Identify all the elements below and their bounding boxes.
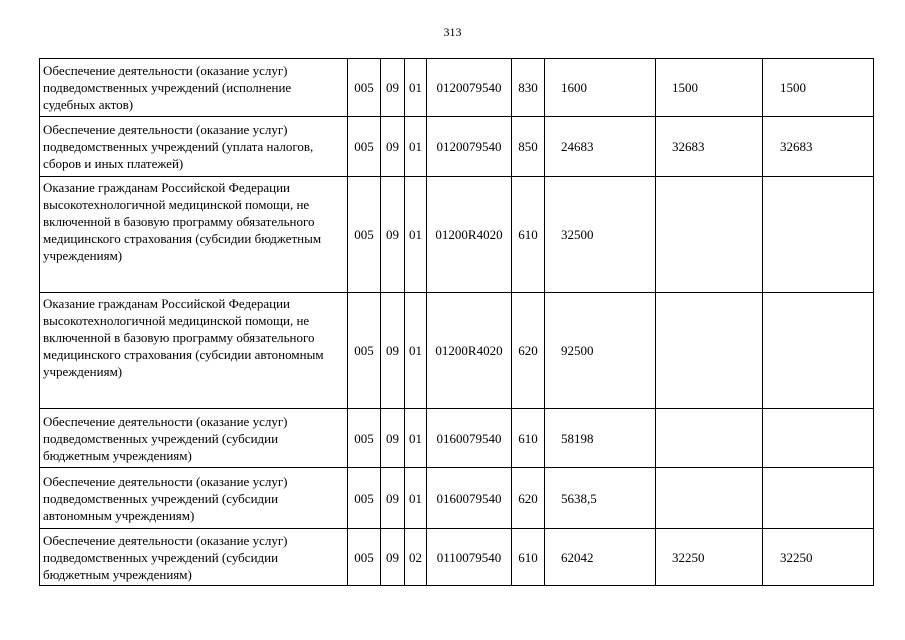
csr-cell: 0120079540 [427, 117, 512, 177]
row-name: Обеспечение деятельности (оказание услуг) подведомственных учреждений (исполнение судебных актов) [40, 59, 348, 117]
csr-cell: 01200R4020 [427, 177, 512, 293]
pr-cell: 01 [405, 117, 427, 177]
row-name: Обеспечение деятельности (оказание услуг) подведомственных учреждений (уплата налогов, сборов и иных платежей) [40, 117, 348, 177]
rz-cell: 09 [381, 117, 405, 177]
sum2-cell: 32683 [656, 117, 763, 177]
sum1-cell: 5638,5 [545, 468, 656, 529]
row-name: Оказание гражданам Российской Федерации высокотехнологичной медицинской помощи, не включенной в базовую программу обязательного медицинского страхования (субсидии бюджетным учреждениям) [40, 177, 348, 293]
row-name: Оказание гражданам Российской Федерации высокотехнологичной медицинской помощи, не включенной в базовую программу обязательного медицинского страхования (субсидии автономным учреждениям) [40, 293, 348, 409]
sum3-cell [763, 468, 874, 529]
table-row [40, 59, 874, 117]
vr-cell: 610 [512, 177, 545, 293]
sum1-cell: 58198 [545, 409, 656, 468]
sum2-cell: 1500 [656, 59, 763, 117]
table-row [40, 293, 874, 409]
sum3-cell [763, 177, 874, 293]
sum1-cell: 62042 [545, 529, 656, 586]
vr-cell: 850 [512, 117, 545, 177]
csr-cell: 0160079540 [427, 468, 512, 529]
vr-cell: 620 [512, 293, 545, 409]
ved-cell: 005 [348, 117, 381, 177]
ved-cell: 005 [348, 177, 381, 293]
sum2-cell [656, 177, 763, 293]
csr-cell: 0160079540 [427, 409, 512, 468]
sum1-cell: 24683 [545, 117, 656, 177]
table-row [40, 177, 874, 293]
sum3-cell: 32683 [763, 117, 874, 177]
pr-cell: 01 [405, 468, 427, 529]
vr-cell: 830 [512, 59, 545, 117]
sum1-cell: 32500 [545, 177, 656, 293]
vr-cell: 610 [512, 529, 545, 586]
sum3-cell [763, 409, 874, 468]
ved-cell: 005 [348, 59, 381, 117]
budget-table [39, 58, 874, 586]
rz-cell: 09 [381, 293, 405, 409]
sum3-cell: 32250 [763, 529, 874, 586]
ved-cell: 005 [348, 529, 381, 586]
rz-cell: 09 [381, 409, 405, 468]
rz-cell: 09 [381, 529, 405, 586]
pr-cell: 01 [405, 409, 427, 468]
ved-cell: 005 [348, 293, 381, 409]
sum1-cell: 1600 [545, 59, 656, 117]
sum2-cell [656, 468, 763, 529]
table-row [40, 468, 874, 529]
sum2-cell [656, 293, 763, 409]
table-row [40, 529, 874, 586]
rz-cell: 09 [381, 59, 405, 117]
sum3-cell [763, 293, 874, 409]
rz-cell: 09 [381, 468, 405, 529]
table-row [40, 409, 874, 468]
pr-cell: 01 [405, 293, 427, 409]
sum3-cell: 1500 [763, 59, 874, 117]
row-name: Обеспечение деятельности (оказание услуг) подведомственных учреждений (субсидии бюджетным учреждениям) [40, 529, 348, 586]
vr-cell: 620 [512, 468, 545, 529]
ved-cell: 005 [348, 409, 381, 468]
csr-cell: 01200R4020 [427, 293, 512, 409]
sum1-cell: 92500 [545, 293, 656, 409]
rz-cell: 09 [381, 177, 405, 293]
page-number: 313 [443, 25, 462, 39]
vr-cell: 610 [512, 409, 545, 468]
ved-cell: 005 [348, 468, 381, 529]
csr-cell: 0110079540 [427, 529, 512, 586]
pr-cell: 01 [405, 177, 427, 293]
row-name: Обеспечение деятельности (оказание услуг) подведомственных учреждений (субсидии автономным учреждениям) [40, 468, 348, 529]
pr-cell: 01 [405, 59, 427, 117]
table-row [40, 117, 874, 177]
sum2-cell [656, 409, 763, 468]
csr-cell: 0120079540 [427, 59, 512, 117]
row-name: Обеспечение деятельности (оказание услуг) подведомственных учреждений (субсидии бюджетным учреждениям) [40, 409, 348, 468]
sum2-cell: 32250 [656, 529, 763, 586]
pr-cell: 02 [405, 529, 427, 586]
